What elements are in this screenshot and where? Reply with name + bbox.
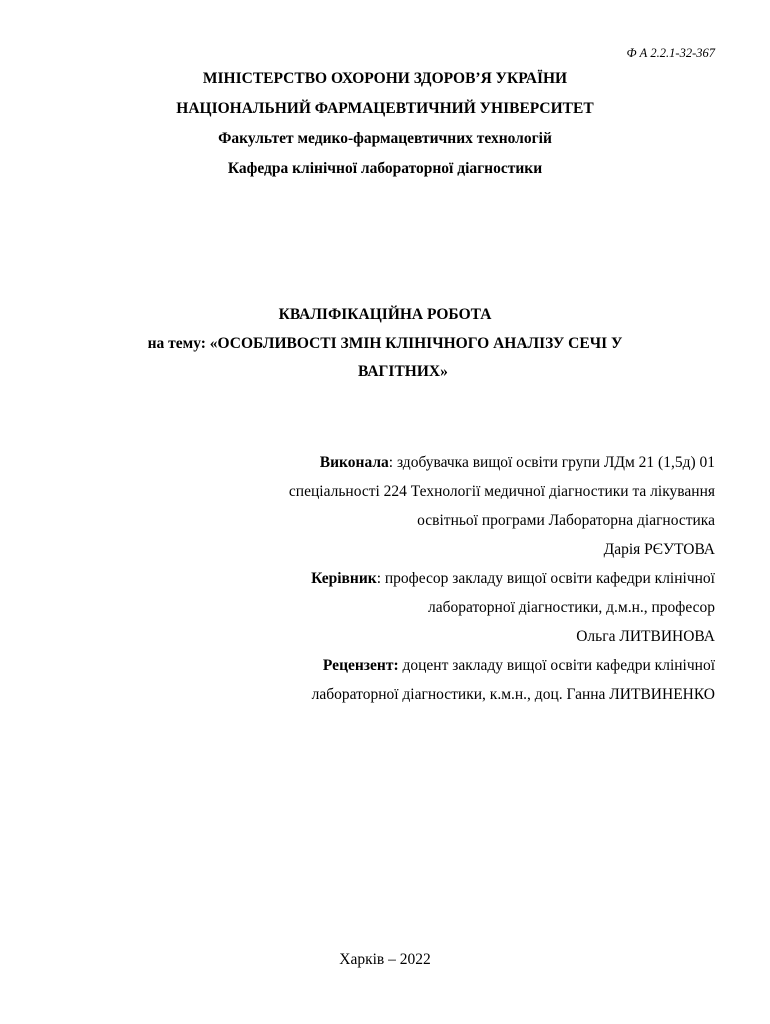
supervisor-details: : професор закладу вищої освіти кафедри клінічної: [376, 570, 715, 587]
reviewer-label: Рецензент:: [322, 657, 399, 674]
department-heading: Кафедра клінічної лабораторної діагностики: [227, 160, 543, 177]
reviewer-line-1: [323, 656, 715, 676]
reviewer-details: доцент закладу вищої освіти кафедри клінічної: [398, 657, 715, 674]
city-year-footer: Харків – 2022: [339, 951, 431, 968]
author-line-1: [320, 453, 715, 473]
document-code: Ф А 2.2.1-32-367: [626, 46, 715, 60]
ministry-heading: МІНІСТЕРСТВО ОХОРОНИ ЗДОРОВ’Я УКРАЇНИ: [202, 70, 568, 87]
author-line-3: освітньої програми Лабораторна діагностика: [417, 512, 715, 529]
supervisor-line-1: [311, 569, 715, 589]
work-topic-line-1: на тему: «ОСОБЛИВОСТІ ЗМІН КЛІНІЧНОГО АНАЛІЗУ СЕЧІ У: [147, 335, 623, 352]
author-name: Дарія РЄУТОВА: [603, 541, 715, 558]
supervisor-name: Ольга ЛИТВИНОВА: [576, 628, 715, 645]
author-details: : здобувачка вищої освіти групи ЛДм 21 (1,5д) 01: [388, 454, 715, 471]
work-type-title: КВАЛІФІКАЦІЙНА РОБОТА: [278, 306, 492, 323]
reviewer-line-2: лабораторної діагностики, к.м.н., доц. Ганна ЛИТВИНЕНКО: [311, 686, 715, 703]
university-heading: НАЦІОНАЛЬНИЙ ФАРМАЦЕВТИЧНИЙ УНІВЕРСИТЕТ: [176, 100, 594, 117]
supervisor-line-2: лабораторної діагностики, д.м.н., професор: [427, 599, 715, 616]
supervisor-label: Керівник: [311, 570, 377, 587]
faculty-heading: Факультет медико-фармацевтичних технологій: [218, 130, 552, 147]
author-line-2: спеціальності 224 Технології медичної діагностики та лікування: [288, 483, 715, 500]
work-topic-line-2: ВАГІТНИХ»: [358, 363, 448, 380]
author-label: Виконала: [319, 454, 389, 471]
